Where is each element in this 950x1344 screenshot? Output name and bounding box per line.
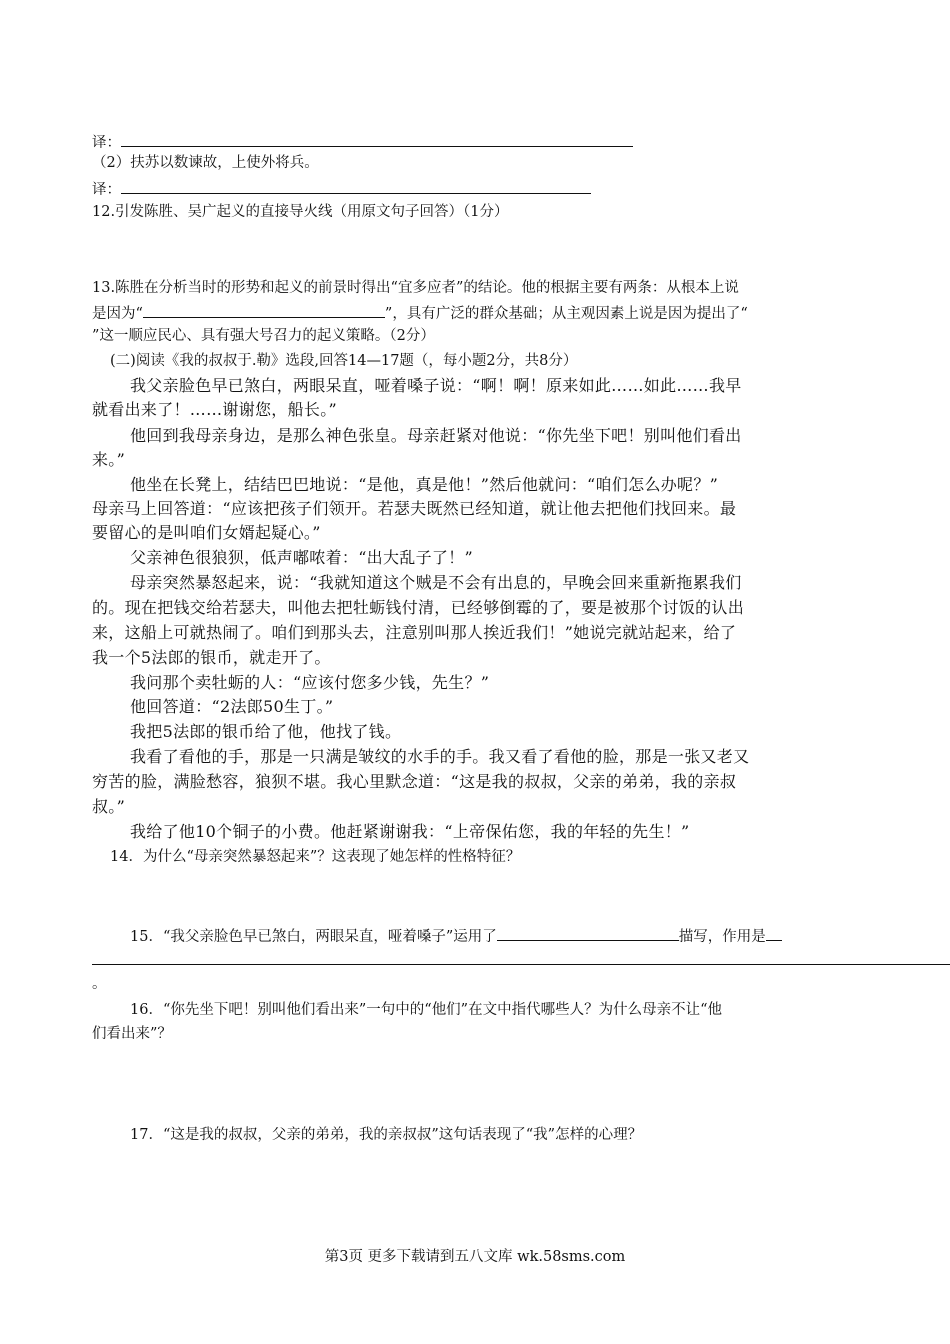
passage-line: 来。” <box>92 450 126 469</box>
passage-line: 他回到我母亲身边，是那么神色张皇。母亲赶紧对他说：“你先坐下吧！别叫他们看出 <box>130 426 742 445</box>
passage-line: 他回答道：“2法郎50生丁。” <box>130 697 334 716</box>
section-heading: (二)阅读《我的叔叔于.勒》选段,回答14—17题（，每小题2分，共8分） <box>110 353 578 369</box>
passage-line: 叔。” <box>92 797 126 816</box>
q16-line-1: 16．“你先坐下吧！别叫他们看出来”一句中的“他们”在文中指代哪些人？为什么母亲不让“他 <box>130 1002 723 1018</box>
answer-blank[interactable] <box>121 178 591 194</box>
q13-line-2 <box>92 302 748 324</box>
passage-line: 母亲突然暴怒起来，说：“我就知道这个贼是不会有出息的，早晚会回来重新拖累我们 <box>130 573 742 592</box>
q15-text-a: 15．“我父亲脸色早已煞白，两眼呆直，哑着嗓子”运用了 <box>130 929 497 945</box>
q11-sub2: （2）扶苏以数谏故，上使外将兵。 <box>92 155 319 171</box>
passage-line: 的。现在把钱交给若瑟夫，叫他去把牡蛎钱付清，已经够倒霉的了，要是被那个讨饭的认出 <box>92 598 745 617</box>
passage-line: 就看出来了！……谢谢您，船长。” <box>92 400 337 419</box>
passage-line: 他坐在长凳上，结结巴巴地说：“是他，真是他！”然后他就问：“咱们怎么办呢？” <box>130 475 719 494</box>
passage-line: 母亲马上回答道：“应该把孩子们领开。若瑟夫既然已经知道，就让他去把他们找回来。最 <box>92 499 737 518</box>
answer-blank[interactable] <box>143 302 385 318</box>
translation-label: 译： <box>92 182 121 198</box>
q13-line-3: ”这一顺应民心、具有强大号召力的起义策略。（2分） <box>92 328 435 344</box>
passage-line: 我一个5法郎的银币，就走开了。 <box>92 648 331 667</box>
passage-line: 我把5法郎的银币给了他，他找了钱。 <box>130 722 402 741</box>
passage-line: 我看了看他的手，那是一只满是皱纹的水手的手。我又看了看他的脸，那是一张又老又 <box>130 747 750 766</box>
q13-line-1: 13.陈胜在分析当时的形势和起义的前景时得出“宜多应者”的结论。他的根据主要有两条：从根本上说 <box>92 280 739 296</box>
q11-translation-1 <box>92 131 633 153</box>
q15-end-mark: 。 <box>92 976 107 992</box>
passage-line: 来，这船上可就热闹了。咱们到那头去，注意别叫那人挨近我们！”她说完就站起来，给了 <box>92 623 737 642</box>
passage-line: 我父亲脸色早已煞白，两眼呆直，哑着嗓子说：“啊！啊！原来如此……如此……我早 <box>130 376 742 395</box>
q15-text-b: 描写，作用是 <box>678 929 766 945</box>
translation-label: 译： <box>92 135 121 151</box>
q16-line-2: 们看出来”？ <box>92 1026 172 1042</box>
q12-question: 12.引发陈胜、吴广起义的直接导火线（用原文句子回答）（1分） <box>92 204 509 220</box>
answer-blank[interactable] <box>766 925 782 941</box>
q13-text-b: ”，具有广泛的群众基础；从主观因素上说是因为提出了“ <box>384 306 748 322</box>
passage-line: 我问那个卖牡蛎的人：“应该付您多少钱，先生？” <box>130 673 490 692</box>
q15-question <box>130 925 782 947</box>
answer-blank[interactable] <box>497 925 679 941</box>
q14-question: 14．为什么“母亲突然暴怒起来”？这表现了她怎样的性格特征？ <box>110 849 521 865</box>
page-footer: 第3页 更多下载请到五八文库 wk.58sms.com <box>324 1249 626 1265</box>
q11-translation-2 <box>92 178 591 200</box>
passage-line: 父亲神色很狼狈，低声嘟哝着：“出大乱子了！” <box>130 548 473 567</box>
passage-line: 要留心的是叫咱们女婿起疑心。” <box>92 523 321 542</box>
q13-text-a: 是因为“ <box>92 306 143 322</box>
q17-question: 17．“这是我的叔叔，父亲的弟弟，我的亲叔叔”这句话表现了“我”怎样的心理？ <box>130 1127 643 1143</box>
answer-blank[interactable] <box>121 131 633 147</box>
passage-line: 穷苦的脸，满脸愁容，狼狈不堪。我心里默念道：“这是我的叔叔，父亲的弟弟，我的亲叔 <box>92 772 737 791</box>
passage-line: 我给了他10个铜子的小费。他赶紧谢谢我：“上帝保佑您，我的年轻的先生！” <box>130 822 690 841</box>
answer-line[interactable] <box>92 964 950 965</box>
